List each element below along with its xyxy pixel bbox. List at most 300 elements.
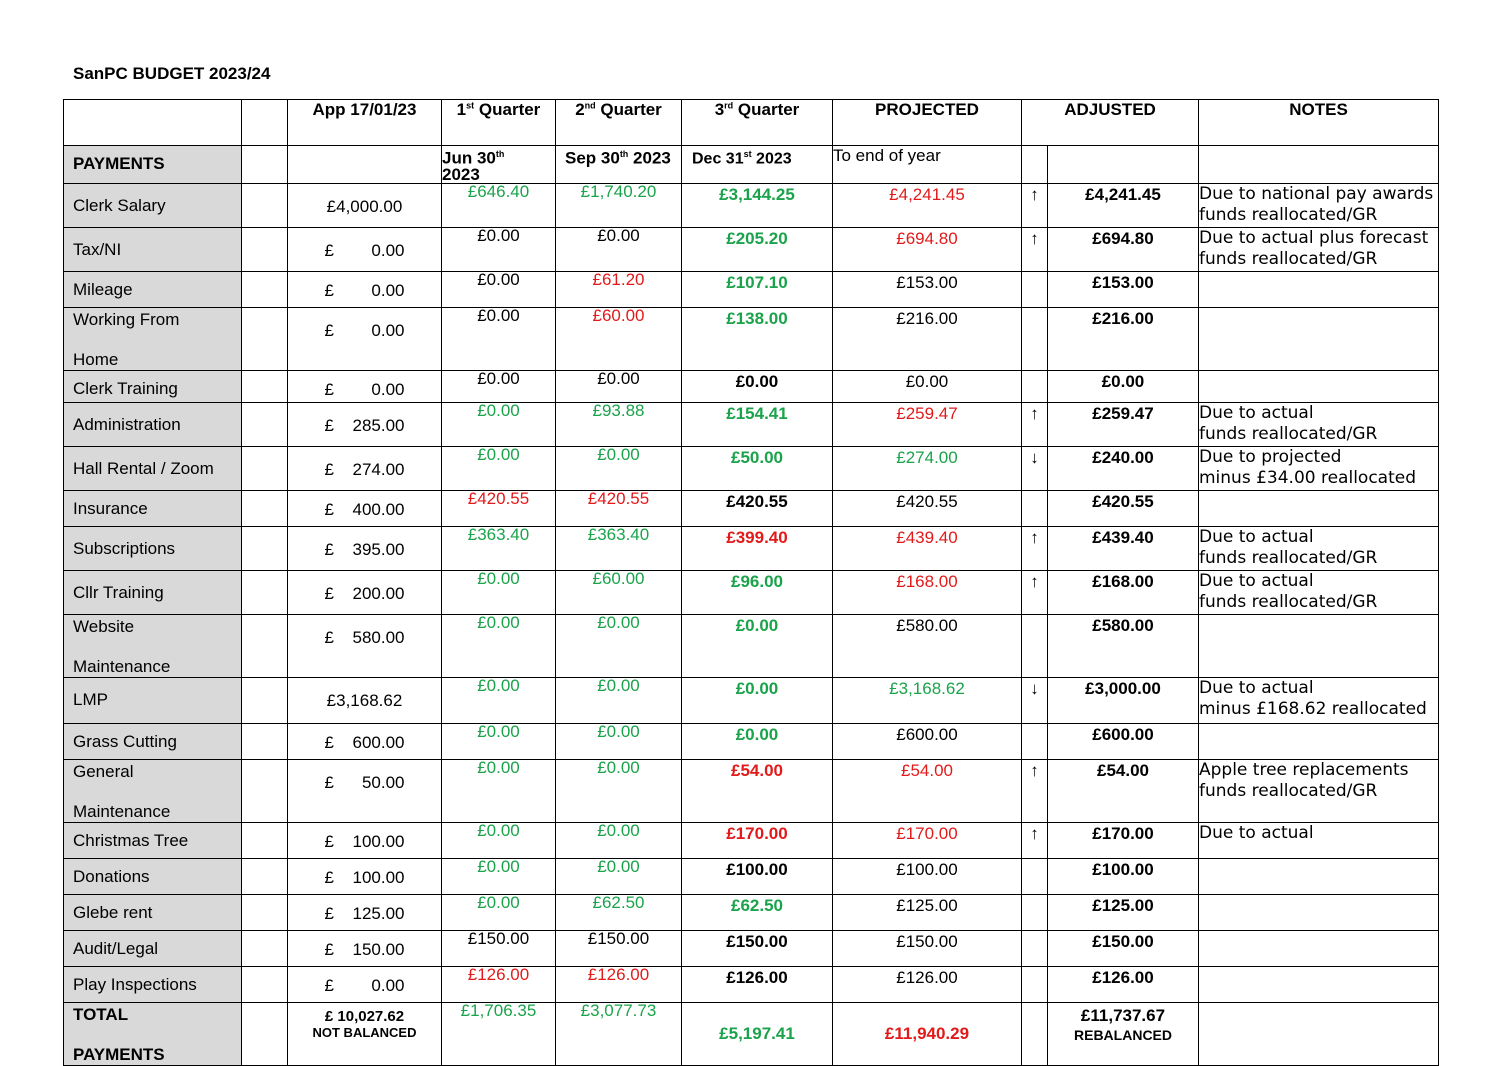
header-notes: NOTES [1199,100,1439,146]
q2-cell: £0.00 [556,446,682,490]
blank-cell [242,723,288,759]
q1-cell: £0.00 [442,307,556,370]
q3-cell: £0.00 [682,723,833,759]
projected-cell: £4,241.45 [833,183,1022,227]
note-line-2: funds reallocated/GR [1199,591,1378,612]
adjusted-cell: £150.00 [1048,930,1199,966]
q1-date-a: Jun 30 [442,148,496,168]
header-app: App 17/01/23 [288,100,442,146]
row-label: Administration [73,414,181,434]
header-label-cell [64,100,242,146]
adjusted-cell: £170.00 [1048,822,1199,858]
app-cell [288,227,442,271]
projected-cell: £54.00 [833,759,1022,822]
q2-cell: £0.00 [556,759,682,822]
q3-date-sup: st [743,149,752,159]
projected-cell: £420.55 [833,490,1022,526]
arrow-cell [1022,614,1048,677]
app-value: 0.00 [371,379,405,399]
header-q3-label: Quarter [737,100,800,119]
q1-cell: £0.00 [442,570,556,614]
app-value: 285.00 [352,415,405,435]
table-row [64,227,1439,271]
subheader-adjusted-blank [1048,146,1199,184]
table-row [64,822,1439,858]
q1-date-b: 2023 [442,164,480,184]
table-row [64,183,1439,227]
app-currency: £ [324,627,334,647]
projected-cell: £216.00 [833,307,1022,370]
q3-cell: £420.55 [682,490,833,526]
notes-cell [1199,759,1439,822]
subheader-blank-2 [288,146,442,184]
q3-cell: £399.40 [682,526,833,570]
projected-cell: £0.00 [833,370,1022,402]
projected-cell: £580.00 [833,614,1022,677]
adjusted-cell: £54.00 [1048,759,1199,822]
q1-cell: £0.00 [442,271,556,307]
q2-cell: £0.00 [556,614,682,677]
q2-date-b: 2023 [628,148,671,168]
notes-cell [1199,723,1439,759]
q1-date [442,146,556,184]
projected-cell: £100.00 [833,858,1022,894]
app-currency: £ [324,975,334,995]
blank-cell [242,966,288,1002]
row-label-cell [64,822,242,858]
q2-date-a: Sep 30 [565,148,620,168]
projected-cell: £694.80 [833,227,1022,271]
notes-cell [1199,370,1439,402]
app-cell [288,614,442,677]
arrow-cell [1022,930,1048,966]
projected-cell: £126.00 [833,966,1022,1002]
app-cell [288,271,442,307]
blank-cell [242,1002,288,1065]
note-line-1: Due to projected [1199,446,1342,467]
projected-cell: £600.00 [833,723,1022,759]
notes-cell [1199,570,1439,614]
notes-cell [1199,271,1439,307]
blank-cell [242,370,288,402]
app-cell [288,723,442,759]
adjusted-cell: £600.00 [1048,723,1199,759]
app-cell [288,759,442,822]
arrow-cell [1022,723,1048,759]
q1-cell: £0.00 [442,402,556,446]
notes-cell [1199,307,1439,370]
q2-cell: £60.00 [556,307,682,370]
row-label: Grass Cutting [73,731,177,751]
q2-cell: £0.00 [556,822,682,858]
blank-cell [242,183,288,227]
notes-cell [1199,490,1439,526]
table-row [64,370,1439,402]
notes-cell [1199,526,1439,570]
row-label: Tax/NI [73,239,122,259]
row-label-cell [64,759,242,822]
note-line-2: funds reallocated/GR [1199,248,1378,269]
app-currency: £ [324,280,334,300]
q3-cell: £54.00 [682,759,833,822]
app-cell [288,930,442,966]
row-label-cell [64,402,242,446]
q1-cell: £0.00 [442,614,556,677]
adjusted-cell: £0.00 [1048,370,1199,402]
adjusted-cell: £168.00 [1048,570,1199,614]
adjusted-cell: £153.00 [1048,271,1199,307]
note-line-2: minus £34.00 reallocated [1199,467,1416,488]
app-value: 0.00 [371,280,405,300]
row-label: Subscriptions [73,538,176,558]
subheader-notes-blank [1199,146,1439,184]
total-adjusted-cell [1048,1002,1199,1065]
header-blank-cell [242,100,288,146]
q3-date-a: Dec 31 [692,150,744,168]
note-line-2: minus £168.62 reallocated [1199,698,1427,719]
blank-cell [242,759,288,822]
arrow-up-icon: ↑ [1022,570,1048,614]
q2-cell: £60.00 [556,570,682,614]
q1-date-sup: th [495,149,505,159]
total-label-line2: PAYMENTS [73,1044,165,1064]
total-q2: £3,077.73 [556,1002,682,1065]
row-label: Insurance [73,498,148,518]
projected-cell: £125.00 [833,894,1022,930]
q3-cell: £50.00 [682,446,833,490]
header-q1-label: Quarter [478,100,541,119]
row-label-cell [64,227,242,271]
header-q2-label: Quarter [600,100,662,119]
app-value: 0.00 [371,320,405,340]
app-value: 580.00 [352,627,405,647]
adjusted-cell: £125.00 [1048,894,1199,930]
row-label: Working From [73,309,180,329]
adjusted-cell: £240.00 [1048,446,1199,490]
header-q3 [682,100,833,146]
row-label: General [73,761,134,781]
q2-cell: £0.00 [556,227,682,271]
table-row [64,570,1439,614]
notes-cell [1199,894,1439,930]
row-label-cell [64,614,242,677]
row-label: Donations [73,866,150,886]
notes-cell [1199,677,1439,723]
payments-label: PAYMENTS [73,154,165,173]
app-value: £4,000.00 [326,196,403,216]
notes-cell [1199,614,1439,677]
q2-cell: £61.20 [556,271,682,307]
budget-table-body [64,100,1439,1066]
table-row [64,307,1439,370]
row-label-line2: Home [73,349,119,369]
q2-cell: £1,740.20 [556,183,682,227]
arrow-down-icon: ↓ [1022,446,1048,490]
q3-cell: £170.00 [682,822,833,858]
q2-cell: £93.88 [556,402,682,446]
blank-cell [242,271,288,307]
q1-cell: £0.00 [442,822,556,858]
row-label-cell [64,894,242,930]
row-label-cell [64,490,242,526]
app-cell [288,677,442,723]
note-line-1: Due to actual [1199,570,1314,591]
q1-cell: £126.00 [442,966,556,1002]
projected-cell: £168.00 [833,570,1022,614]
header-q1-ord: 1 [456,100,467,119]
note-line-1: Apple tree replacements [1199,759,1409,780]
row-label-cell [64,930,242,966]
q1-cell: £150.00 [442,930,556,966]
app-value: 100.00 [352,831,405,851]
adjusted-cell: £420.55 [1048,490,1199,526]
table-row [64,271,1439,307]
q3-cell: £138.00 [682,307,833,370]
q3-cell: £205.20 [682,227,833,271]
app-currency: £ [324,459,334,479]
table-row [64,526,1439,570]
row-label-cell [64,526,242,570]
note-line-2: funds reallocated/GR [1199,780,1378,801]
arrow-cell [1022,490,1048,526]
arrow-up-icon: ↑ [1022,402,1048,446]
q2-cell: £0.00 [556,677,682,723]
note-line-2: funds reallocated/GR [1199,204,1378,225]
q2-cell: £150.00 [556,930,682,966]
payments-label-cell [64,146,242,184]
q3-cell: £96.00 [682,570,833,614]
q3-cell: £3,144.25 [682,183,833,227]
q2-cell: £126.00 [556,966,682,1002]
app-cell [288,446,442,490]
q3-cell: £0.00 [682,614,833,677]
adjusted-cell: £580.00 [1048,614,1199,677]
q2-cell: £420.55 [556,490,682,526]
header-q3-ord: 3 [714,100,725,119]
row-label-cell [64,966,242,1002]
arrow-cell [1022,271,1048,307]
total-q3: £5,197.41 [682,1002,833,1065]
q1-cell: £0.00 [442,227,556,271]
notes-cell [1199,930,1439,966]
notes-cell [1199,183,1439,227]
notes-cell [1199,858,1439,894]
adjusted-cell: £4,241.45 [1048,183,1199,227]
table-row [64,677,1439,723]
row-label: Play Inspections [73,974,197,994]
app-currency: £ [324,499,334,519]
table-row [64,894,1439,930]
row-label-cell [64,370,242,402]
projected-cell: £439.40 [833,526,1022,570]
arrow-cell [1022,370,1048,402]
total-arrow-blank [1022,1002,1048,1065]
subheader-row [64,146,1439,184]
q2-cell: £0.00 [556,370,682,402]
note-line-1: Due to actual [1199,526,1314,547]
app-currency: £ [324,772,334,792]
app-currency: £ [324,732,334,752]
q1-cell: £646.40 [442,183,556,227]
projected-cell: £170.00 [833,822,1022,858]
note-line-2: funds reallocated/GR [1199,423,1378,444]
note-line-1: Due to actual [1199,402,1314,423]
header-q2-ord: 2 [575,100,585,119]
adjusted-cell: £694.80 [1048,227,1199,271]
total-projected: £11,940.29 [833,1002,1022,1065]
blank-cell [242,930,288,966]
app-currency: £ [324,583,334,603]
header-q2 [556,100,682,146]
blank-cell [242,307,288,370]
app-value: 395.00 [352,539,405,559]
row-label-line2: Maintenance [73,801,171,821]
arrow-up-icon: ↑ [1022,526,1048,570]
row-label: Cllr Training [73,582,164,602]
q2-cell: £0.00 [556,858,682,894]
row-label: Mileage [73,279,133,299]
notes-cell [1199,446,1439,490]
header-q2-sup: nd [584,100,596,111]
app-cell [288,526,442,570]
adjusted-cell: £259.47 [1048,402,1199,446]
note-line-1: Due to actual plus forecast [1199,227,1429,248]
blank-cell [242,490,288,526]
app-cell [288,894,442,930]
subheader-arrow-blank [1022,146,1048,184]
arrow-cell [1022,966,1048,1002]
row-label-cell [64,570,242,614]
app-cell [288,822,442,858]
q1-cell: £0.00 [442,446,556,490]
app-currency: £ [324,831,334,851]
blank-cell [242,227,288,271]
total-notes-blank [1199,1002,1439,1065]
total-app-note: NOT BALANCED [312,1024,417,1040]
table-row [64,402,1439,446]
table-row [64,966,1439,1002]
row-label: Clerk Training [73,378,178,398]
row-label-cell [64,858,242,894]
q3-cell: £62.50 [682,894,833,930]
row-label: LMP [73,689,108,709]
blank-cell [242,894,288,930]
row-label: Glebe rent [73,902,153,922]
table-row [64,614,1439,677]
row-label-cell [64,677,242,723]
row-label: Hall Rental / Zoom [73,458,214,478]
header-adjusted: ADJUSTED [1022,100,1199,146]
q2-cell: £363.40 [556,526,682,570]
app-value: 100.00 [352,867,405,887]
app-cell [288,966,442,1002]
q2-date-sup: th [619,149,629,159]
total-label: TOTAL [73,1004,129,1024]
q3-cell: £0.00 [682,370,833,402]
projected-cell: £153.00 [833,271,1022,307]
q1-cell: £0.00 [442,759,556,822]
budget-table [63,99,1439,1066]
header-q1-sup: st [466,100,475,111]
blank-cell [242,614,288,677]
note-line-1: Due to actual [1199,677,1314,698]
notes-cell [1199,402,1439,446]
q3-cell: £154.41 [682,402,833,446]
q1-cell: £0.00 [442,723,556,759]
arrow-up-icon: ↑ [1022,227,1048,271]
projected-cell: £150.00 [833,930,1022,966]
adjusted-cell: £216.00 [1048,307,1199,370]
row-label: Website [73,616,135,636]
app-currency: £ [324,240,334,260]
app-cell [288,490,442,526]
q2-cell: £62.50 [556,894,682,930]
app-value: 125.00 [352,903,405,923]
notes-cell [1199,227,1439,271]
adjusted-cell: £3,000.00 [1048,677,1199,723]
app-currency: £ [324,939,334,959]
total-app-value: £ 10,027.62 [324,1007,405,1025]
table-row [64,723,1439,759]
blank-cell [242,677,288,723]
total-adjusted-value: £11,737.67 [1080,1005,1166,1025]
note-line-1: Due to national pay awards [1199,183,1434,204]
arrow-up-icon: ↑ [1022,759,1048,822]
app-cell [288,307,442,370]
q3-cell: £150.00 [682,930,833,966]
app-value: 274.00 [352,459,405,479]
row-label-line2: Maintenance [73,656,171,676]
adjusted-cell: £439.40 [1048,526,1199,570]
projected-subheader: To end of year [833,146,1022,184]
table-row [64,446,1439,490]
table-row [64,490,1439,526]
q1-cell: £420.55 [442,490,556,526]
note-line-2: funds reallocated/GR [1199,547,1378,568]
app-value: £3,168.62 [326,690,403,710]
header-projected: PROJECTED [833,100,1022,146]
app-currency: £ [324,415,334,435]
adjusted-cell: £126.00 [1048,966,1199,1002]
q3-cell: £107.10 [682,271,833,307]
blank-cell [242,570,288,614]
app-value: 50.00 [361,772,405,792]
arrow-cell [1022,307,1048,370]
total-app-cell [288,1002,442,1065]
blank-cell [242,526,288,570]
app-value: 0.00 [371,975,405,995]
notes-cell [1199,966,1439,1002]
app-cell [288,858,442,894]
q1-cell: £0.00 [442,858,556,894]
row-label-cell [64,446,242,490]
blank-cell [242,446,288,490]
header-q1 [442,100,556,146]
app-cell [288,402,442,446]
arrow-cell [1022,858,1048,894]
q2-cell: £0.00 [556,723,682,759]
app-currency: £ [324,320,334,340]
app-value: 150.00 [352,939,405,959]
notes-cell [1199,822,1439,858]
header-q3-sup: rd [724,100,734,111]
app-currency: £ [324,867,334,887]
total-row [64,1002,1439,1065]
projected-cell: £274.00 [833,446,1022,490]
arrow-up-icon: ↑ [1022,822,1048,858]
arrow-down-icon: ↓ [1022,677,1048,723]
q1-cell: £0.00 [442,677,556,723]
